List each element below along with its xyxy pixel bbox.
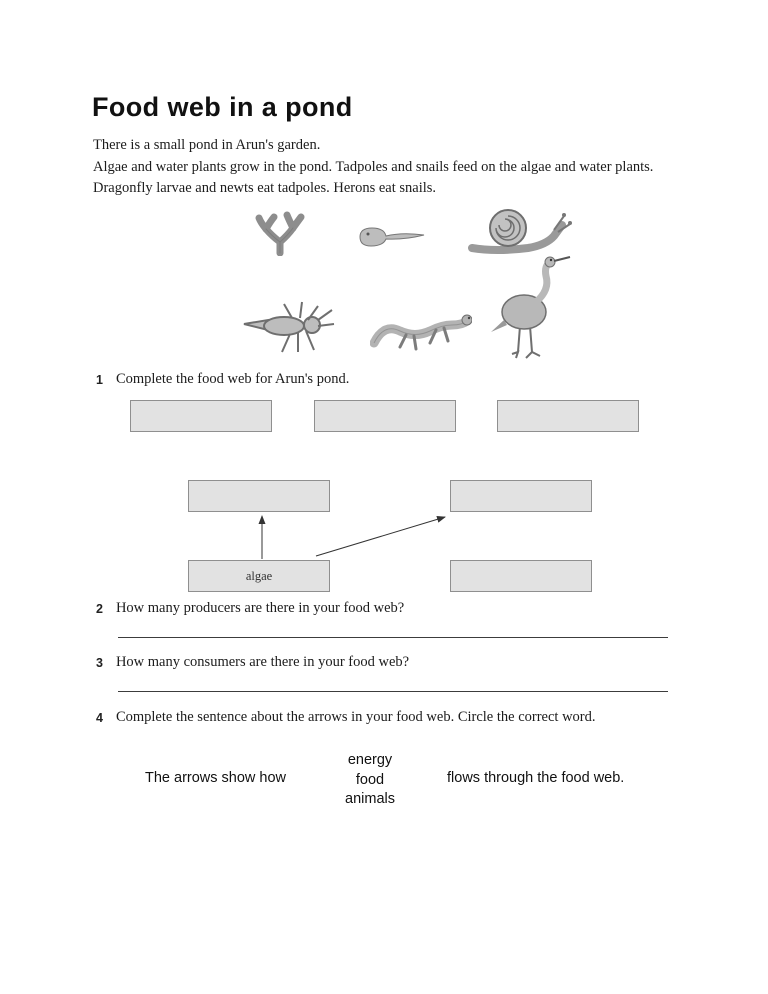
intro-line-1: There is a small pond in Arun's garden. [93,137,321,153]
food-web-box-algae [188,560,330,592]
algae-illustration [248,210,312,256]
intro-paragraph [93,135,653,200]
food-web-box-top-center [314,400,456,432]
sentence-prefix: The arrows show how [145,770,287,786]
question-1-number: 1 [96,373,103,387]
question-4-number: 4 [96,711,103,725]
question-1-text: Complete the food web for Arun's pond. [115,371,350,387]
question-3-text: How many consumers are there in your food web? [115,654,410,670]
dragonfly-larva-illustration [240,296,342,358]
intro-line-3: Dragonfly larvae and newts eat tadpoles. Herons eat snails. [93,180,437,196]
food-web-box-bottom-right [450,560,592,592]
word-option-food: food [355,771,385,788]
word-option-animals: animals [345,791,395,807]
snail-illustration [466,204,572,256]
food-web-box-middle-right [450,480,592,512]
food-web-box-algae-label: algae [245,568,273,583]
question-2-number: 2 [96,602,103,616]
question-3-answer-line [118,691,668,692]
food-web-box-middle-left [188,480,330,512]
question-2-text: How many producers are there in your food web? [115,600,405,616]
tadpole-illustration [354,224,428,250]
heron-illustration [486,254,574,362]
question-2 [96,600,404,617]
sentence-word-options [325,751,415,810]
sentence-suffix: flows through the food web. [447,770,625,786]
question-3 [96,654,409,671]
question-4 [96,709,596,726]
food-web-box-top-right [497,400,639,432]
newt-illustration [370,303,472,351]
question-4-text: Complete the sentence about the arrows in your food web. Circle the correct word. [115,709,596,725]
question-1 [96,371,349,388]
food-web-box-top-left [130,400,272,432]
question-2-answer-line [118,637,668,638]
question-3-number: 3 [96,656,103,670]
page-title: Food web in a pond [92,92,353,122]
intro-line-2: Algae and water plants grow in the pond. Tadpoles and snails feed on the algae and water plants. [93,158,654,175]
word-option-energy: energy [347,752,393,768]
arrow-algae-to-middle-right [316,517,445,556]
